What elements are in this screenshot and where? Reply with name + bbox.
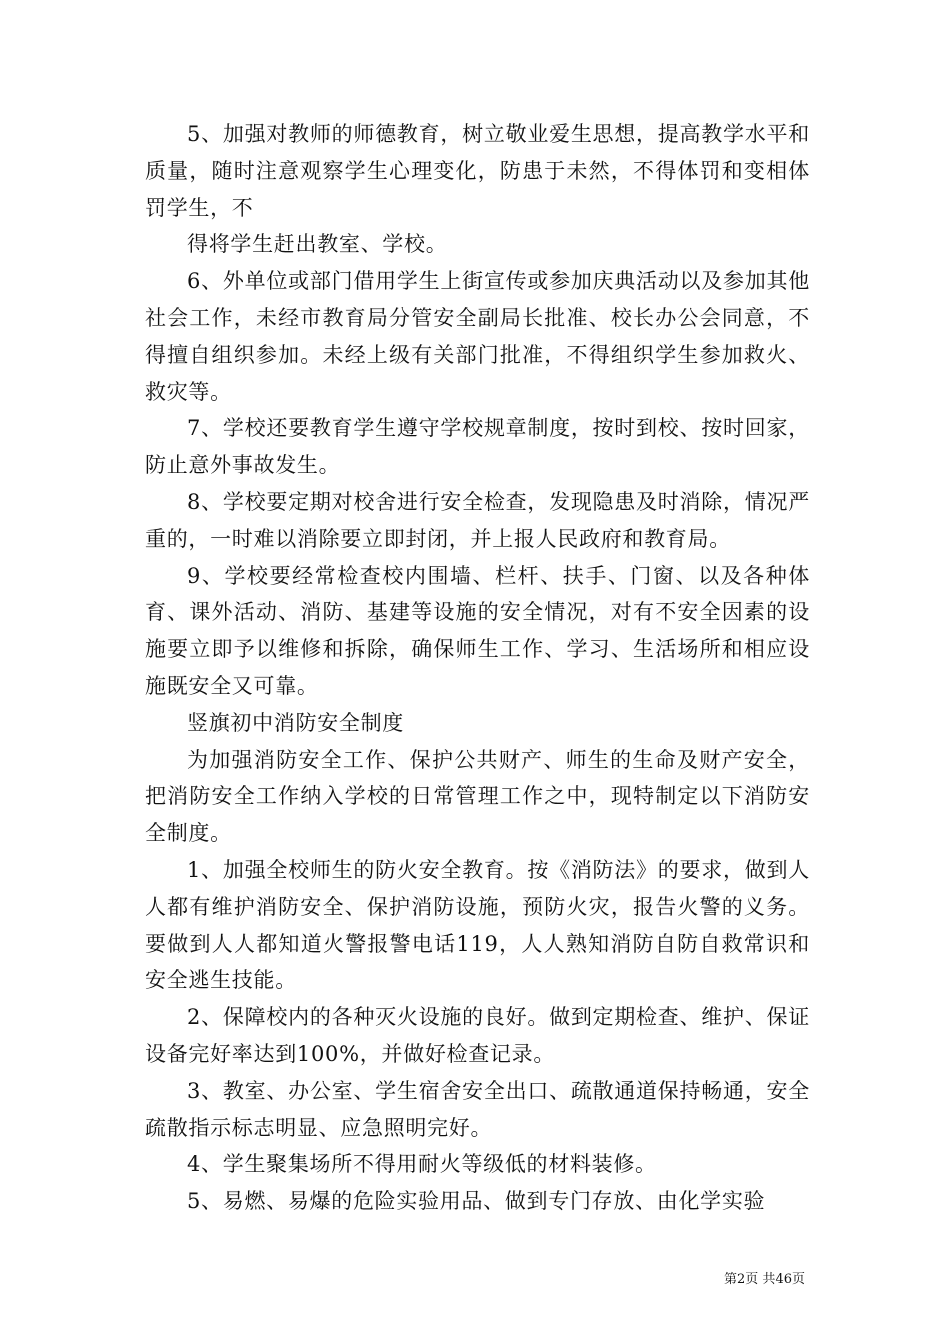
paragraph-teacher-ethics: 5、加强对教师的师德教育，树立敬业爱生思想，提高教学水平和质量，随时注意观察学生心理变化，防患于未然，不得体罚和变相体罚学生，不 (145, 122, 810, 220)
paragraph-no-expel: 得将学生赶出教室、学校。 (187, 232, 448, 257)
footer-prefix: 第 (724, 1272, 738, 1287)
paragraph-fire-equipment: 2、保障校内的各种灭火设施的良好。做到定期检查、维护、保证设备完好率达到100%，并做好检查记录。 (145, 1005, 810, 1066)
footer-suffix: 页 (791, 1272, 805, 1287)
section-title-fire-safety: 竖旗初中消防安全制度 (187, 710, 404, 735)
paragraph-external-activities: 6、外单位或部门借用学生上街宣传或参加庆典活动以及参加其他社会工作，未经市教育局分管安全副局长批准、校长办公会同意，不得擅自组织参加。未经上级有关部门批准，不得组织学生参加救火、救灾等。 (145, 269, 810, 404)
paragraph-school-rules: 7、学校还要教育学生遵守学校规章制度，按时到校、按时回家，防止意外事故发生。 (145, 416, 810, 478)
paragraph-building-inspection: 8、学校要定期对校舍进行安全检查，发现隐患及时消除，情况严重的，一时难以消除要立即封闭，并上报人民政府和教育局。 (145, 489, 810, 551)
footer-total-pages: 46 (775, 1272, 792, 1287)
page-number-footer (724, 1268, 805, 1287)
document-body (145, 116, 810, 1220)
paragraph-hazardous: 5、易燃、易爆的危险实验用品、做到专门存放、由化学实验 (187, 1189, 766, 1214)
paragraph-facility-check: 9、学校要经常检查校内围墙、栏杆、扶手、门窗、以及各种体育、课外活动、消防、基建等设施的安全情况，对有不安全因素的设施要立即予以维修和拆除，确保师生工作、学习、生活场所和相应设施既安全又可靠。 (145, 563, 810, 698)
footer-current-page: 2 (737, 1272, 746, 1287)
paragraph-fire-education: 1、加强全校师生的防火安全教育。按《消防法》的要求，做到人人都有维护消防安全、保护消防设施，预防火灾，报告火警的义务。要做到人人都知道火警报警电话119，人人熟知消防自防自救常识和安全逃生技能。 (145, 857, 810, 993)
footer-middle: 页 共 (745, 1272, 776, 1287)
paragraph-exits: 3、教室、办公室、学生宿舍安全出口、疏散通道保持畅通，安全疏散指示标志明显、应急照明完好。 (145, 1078, 810, 1140)
paragraph-materials: 4、学生聚集场所不得用耐火等级低的材料装修。 (187, 1152, 657, 1177)
paragraph-fire-intro: 为加强消防安全工作、保护公共财产、师生的生命及财产安全，把消防安全工作纳入学校的日常管理工作之中，现特制定以下消防安全制度。 (145, 747, 810, 846)
